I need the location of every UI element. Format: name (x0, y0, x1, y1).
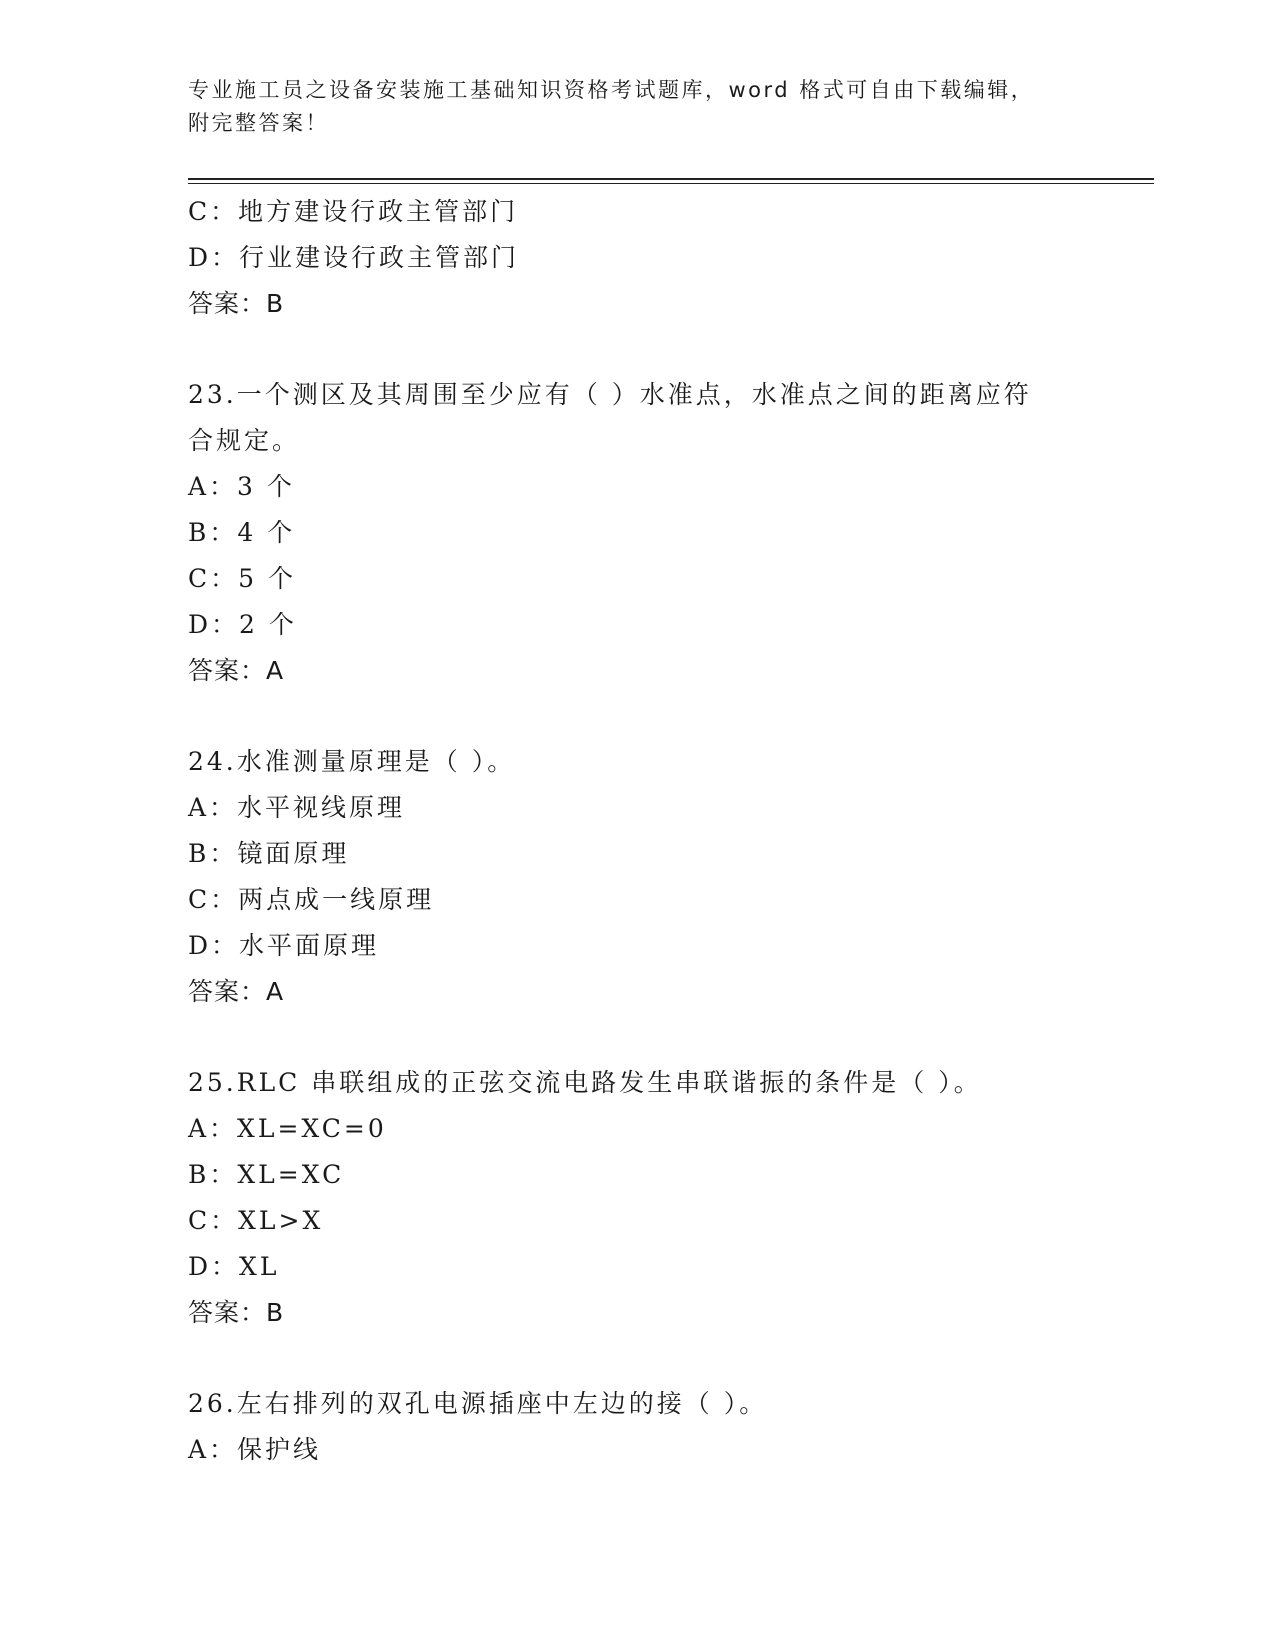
header-divider-thick (188, 178, 1154, 180)
question-26 (188, 1381, 1118, 1473)
option-b: B：镜面原理 (188, 839, 350, 868)
header-divider-thin (188, 183, 1154, 184)
option-b: B：XL=XC (188, 1160, 345, 1189)
question-24 (188, 739, 1118, 1015)
option-b: B：4 个 (188, 518, 296, 547)
answer-line: 答案：A (188, 656, 285, 685)
answer-line: 答案：B (188, 1298, 285, 1327)
answer-line: 答案：A (188, 977, 285, 1006)
option-d: D：水平面原理 (188, 931, 380, 960)
option-d: D：XL (188, 1252, 280, 1281)
header-line-1: 专业施工员之设备安装施工基础知识资格考试题库，word 格式可自由下载编辑， (188, 78, 1035, 102)
option-c: C：XL>X (188, 1206, 324, 1235)
option-a: A：XL=XC=0 (188, 1114, 387, 1143)
question-list (188, 189, 1118, 1473)
option-d: D：2 个 (188, 610, 297, 639)
question-stem: 24.水准测量原理是（ ）。 (188, 747, 516, 776)
question-stem-continued: 合规定。 (188, 426, 301, 455)
option-c: C：地方建设行政主管部门 (188, 197, 519, 226)
question-23 (188, 372, 1118, 694)
question-stem: 25.RLC 串联组成的正弦交流电路发生串联谐振的条件是（ ）。 (188, 1068, 982, 1097)
option-c: C：两点成一线原理 (188, 885, 435, 914)
header-line-2: 附完整答案！ (188, 111, 329, 135)
question-25 (188, 1060, 1118, 1336)
question-stem: 23.一个测区及其周围至少应有（ ）水准点，水准点之间的距离应符 (188, 380, 1032, 409)
option-d: D：行业建设行政主管部门 (188, 243, 520, 272)
document-header (188, 74, 1068, 140)
option-a: A：3 个 (188, 472, 295, 501)
option-c: C：5 个 (188, 564, 296, 593)
question-stem: 26.左右排列的双孔电源插座中左边的接（ ）。 (188, 1389, 768, 1418)
answer-line: 答案：B (188, 289, 285, 318)
option-a: A：水平视线原理 (188, 793, 406, 822)
option-a: A：保护线 (188, 1435, 322, 1464)
